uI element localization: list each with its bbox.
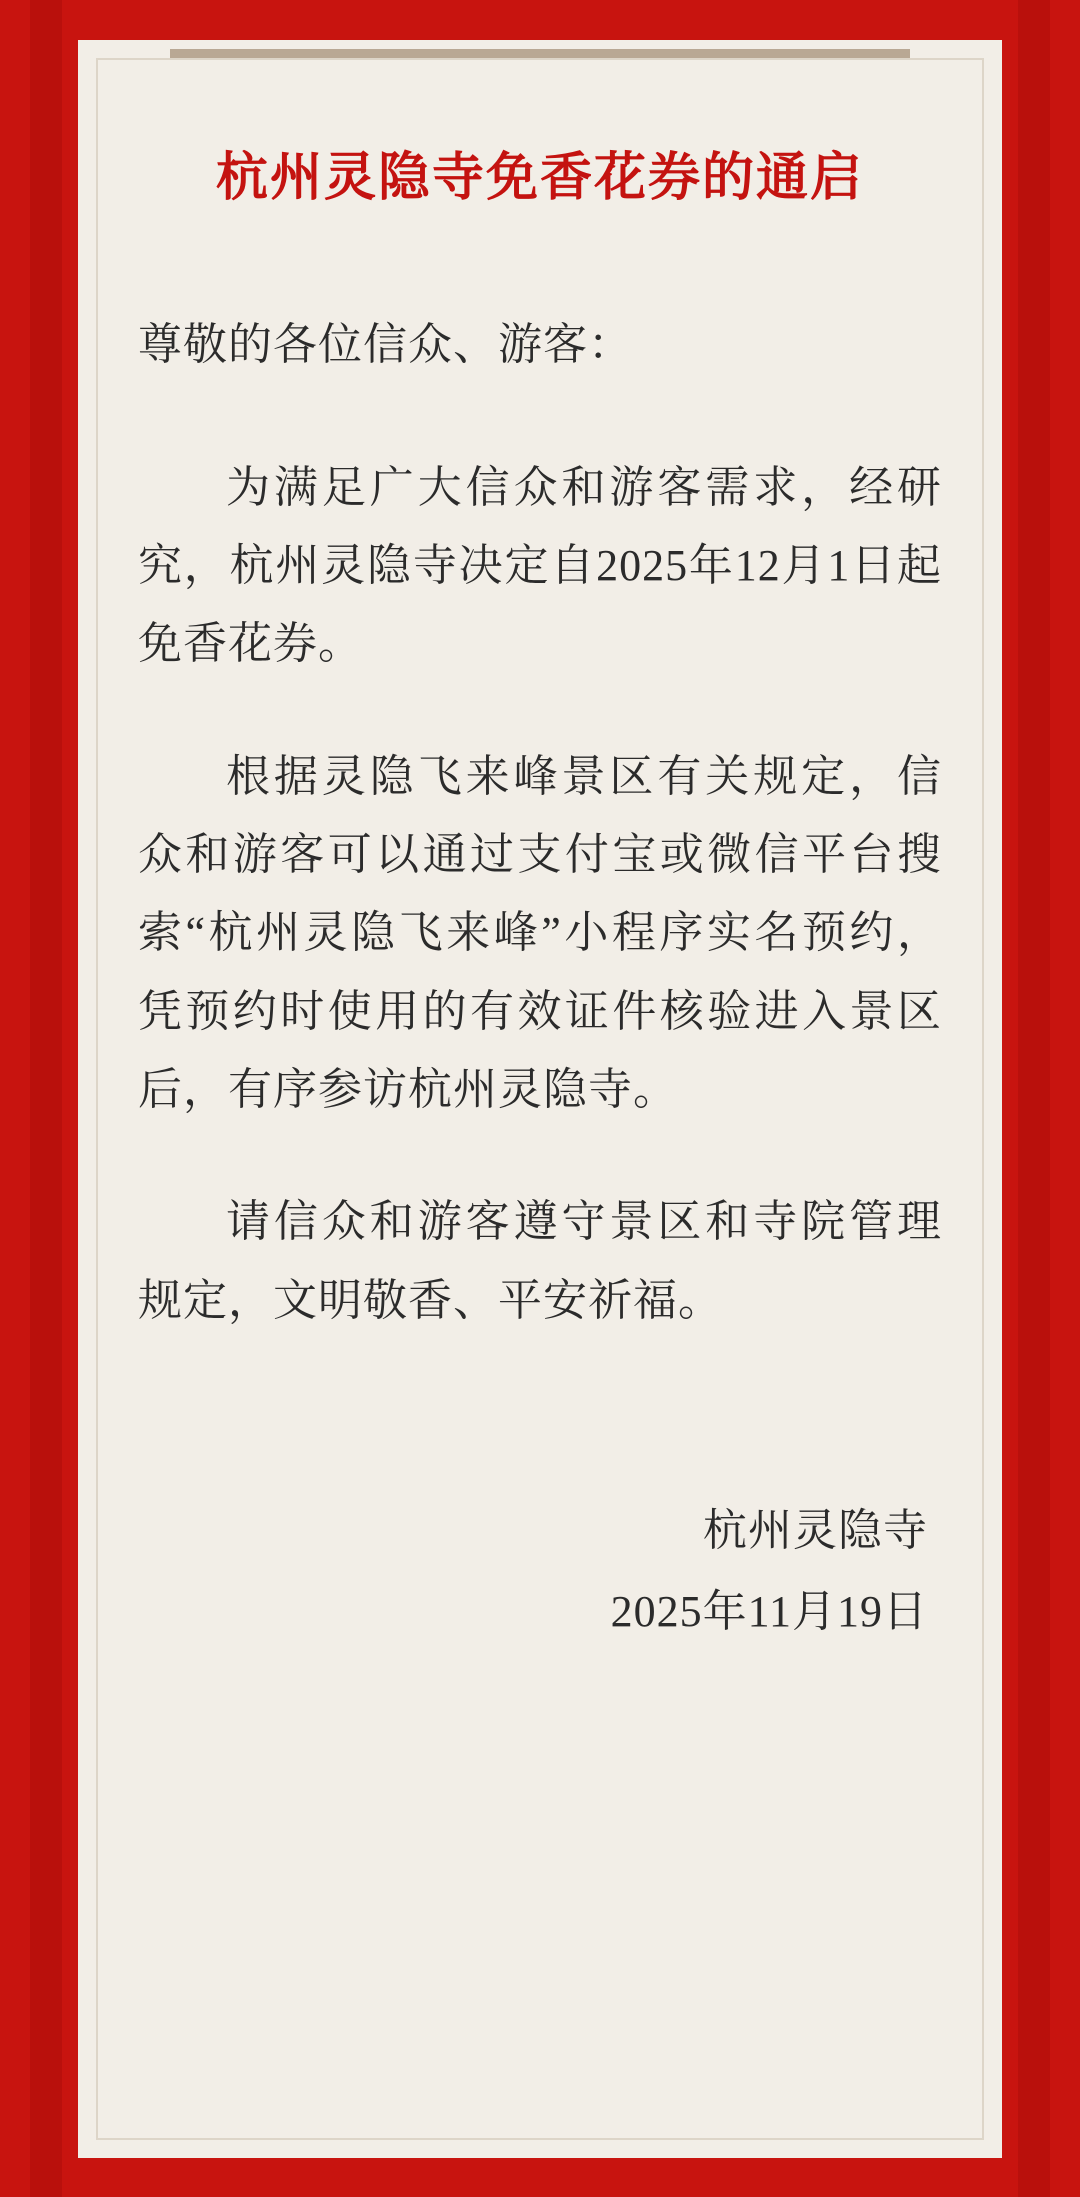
notice-title: 杭州灵隐寺免香花券的通启: [215, 150, 864, 207]
decorative-top-bar: [170, 49, 910, 58]
notice-paragraph-1: 为满足广大信众和游客需求，经研究，杭州灵隐寺决定自2025年12月1日起免香花券。: [138, 462, 942, 669]
notice-salutation: 尊敬的各位信众、游客：: [138, 320, 633, 370]
notice-content: [138, 100, 942, 2110]
notice-paragraph-3: 请信众和游客遵守景区和寺院管理规定，文明敬香、平安祈福。: [138, 1197, 942, 1325]
notice-body: [138, 306, 942, 1339]
notice-card: [78, 40, 1002, 2158]
notice-paragraph-2: 根据灵隐飞来峰景区有关规定，信众和游客可以通过支付宝或微信平台搜索“杭州灵隐飞来峰”小程序实名预约，凭预约时使用的有效证件核验进入景区后，有序参访杭州灵隐寺。: [138, 751, 942, 1114]
notice-signature: [138, 1490, 942, 1653]
signature-organization: 杭州灵隐寺: [703, 1505, 928, 1555]
signature-date: 2025年11月19日: [610, 1587, 928, 1637]
